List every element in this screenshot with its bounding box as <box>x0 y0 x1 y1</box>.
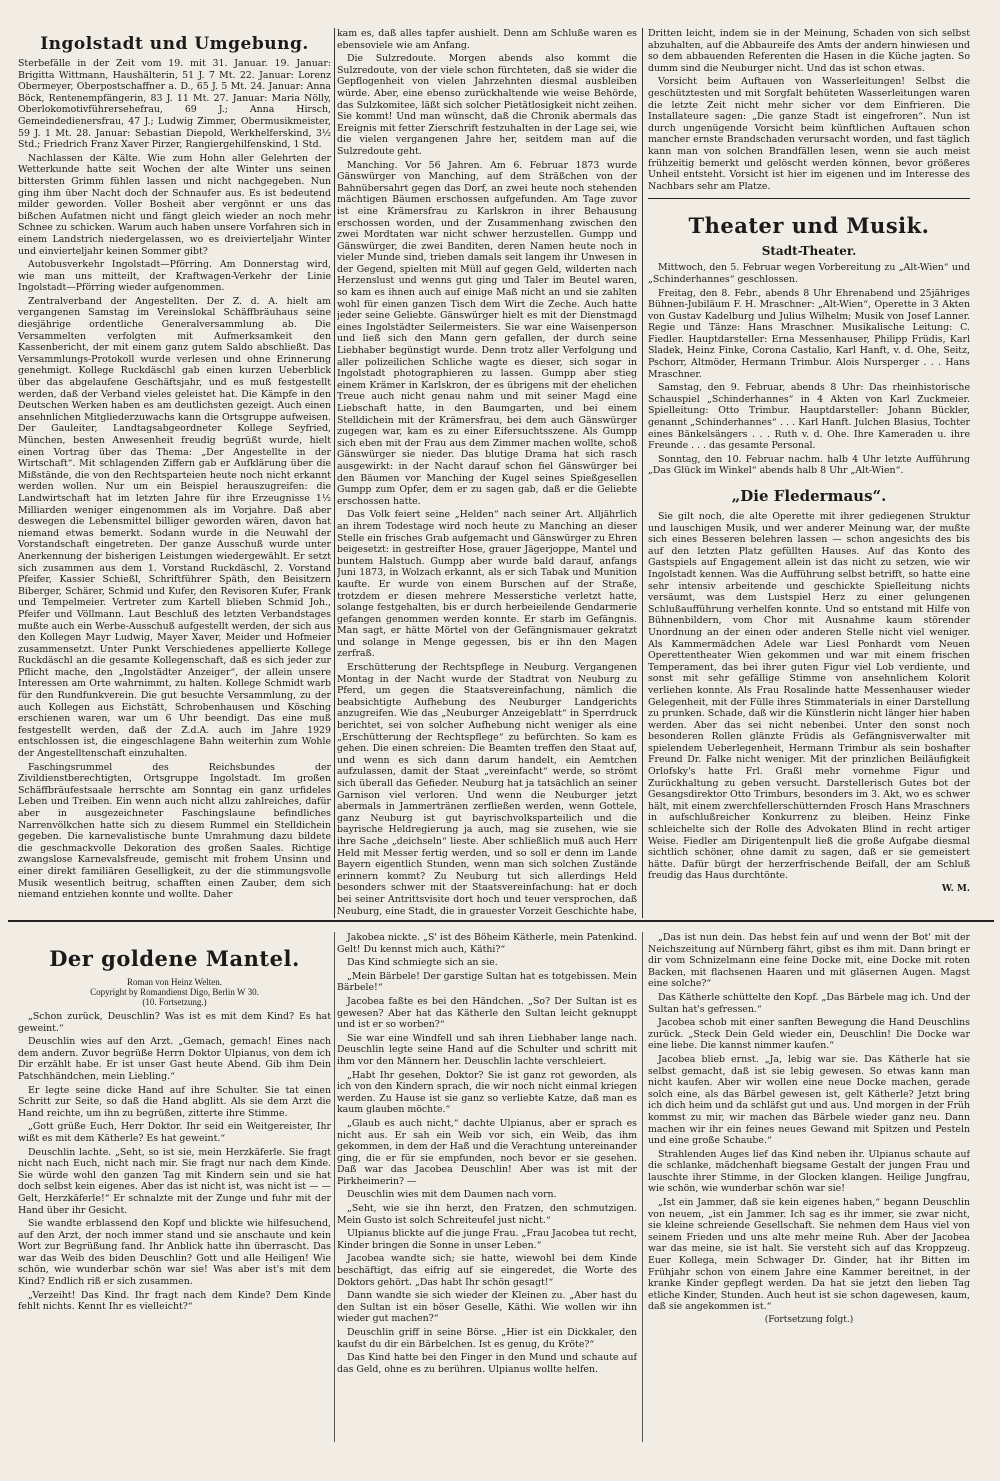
local-news-column-2 <box>337 28 637 918</box>
column-rule-4 <box>642 932 643 1442</box>
theater-saturday: Samstag, den 9. Februar, abends 8 Uhr: Das rheinhistorische Schauspiel „Schinderhannes“ in 4 Akten von Karl Zuckmeier. Spielleitung: Otto Trimbur. Hauptdarsteller: Johann Bückler, genannt „Schinderhannes“ . . . Karl Hanft. Julchen Blasius, Tochter eines Bänkelsängers . . . Ruth v. d. Ohe. Ihre Kameraden u. ihre Freunde . . . das gesamte Personal. <box>648 382 970 452</box>
article-carnival-cont: kam es, daß alles tapfer aushielt. Denn am Schluße waren es ebensoviele wie am Anfang. <box>337 28 637 51</box>
novel-paragraph: Sie wandte erblassend den Kopf und blickte wie hilfesuchend, auf den Arzt, der noch immer stand und sie anschaute und kein Wort zur Begrüßung fand. Ihr Anblick hatte ihn überrascht. Das war das Weib des biden Deuschlin? Gott und alle Heiligen! Wie schön, wie wunderbar schön war sie! Was aber ist's mit dem Kind? Endlich riß er sich zusammen. <box>18 1218 331 1288</box>
novel-paragraph: Er legte seine dicke Hand auf ihre Schulter. Sie tat einen Schritt zur Seite, so daß die Hand abglitt. Als sie dem Arzt die Hand reichte, um ihn zu begrüßen, zitterte ihre Stimme. <box>18 1084 331 1119</box>
novel-paragraph: Deuschlin wies mit dem Daumen nach vorn. <box>347 1189 557 1201</box>
section-divider <box>648 198 970 199</box>
novel-paragraph: Das Kätherle schüttelte den Kopf. „Das Bärbele mag ich. Und der Sultan hat's gefressen.“ <box>648 991 970 1015</box>
article-manching: Manching. Vor 56 Jahren. Am 6. Februar 1873 wurde Gänswürger von Manching, auf dem Sträßchen von der Bahnübersahrt gegen das Dorf, an zwei heute noch stehenden mächtigen Bäumen erschossen aufgefunden. Am Tage zuvor ist eine Krämersfrau zu Karlskron in ihrer Behausung erschossen worden, und der Zusammenhang zwischen den zwei Mordtaten war nicht schwer herzustellen. Gumpp und Gänswürger, die zwei Banditen, deren Namen heute noch in vieler Munde sind, trieben damals seit langem ihr Unwesen in der Gegend, spielten mit Müll auf gegen Geld, wilderten nach Herzenslust und wenns gut ging und Taler im Beutel waren, so kam es ihnen auch auf einige Maß nicht an und sie zahlten wohl für einen ganzen Tisch dem Wirt die Zeche. Auch hatte jeder seine Geliebte. Gänswürger hielt es mit der Dienstmagd eines Ingolstädter Seilermeisters. Sie war eine Waisenperson und ließ sich den Mann gern gefallen, der durch seine Liebhaber begünstigt wurde. Denn trotz aller Verfolgung und aller polizeilichen Schliche wagte es dieser, sich sogar in Ingolstadt photographieren zu lassen. Gumpp aber stieg einem Krämer in Karlskron, der es übrigens mit der ehelichen Treue auch nicht genau nahm und mit seiner Magd eine Liebschaft hatte, in den Baumgarten, und bei einem Stelldichein mit der Krämersfrau, bei dem auch Gänswürger zugegen war, kam es zu einer Eifersuchtsszene. Als Gumpp sich eben mit der Frau aus dem Zimmer machen wollte, schoß Gänswürger sie nieder. Das blutige Drama hat sich rasch ausgewirkt: in der Nacht darauf schon fiel Gänswürger bei den Bäumen vor Manching der Kugel seines Spießgesellen Gumpp zum Opfer, dem er zu sagen gab, daß er die Geliebte erschossen hatte. <box>337 159 637 507</box>
novel-paragraph: Das Kind schmiegte sich an sie. <box>347 957 498 969</box>
review-signature: W. M. <box>941 884 970 894</box>
local-news-column <box>18 28 331 918</box>
novel-column-2 <box>337 932 637 1452</box>
article-carnival: Faschingsrummel des Reichsbundes der Zivildienstberechtigten, Ortsgruppe Ingolstadt. Im großen Schäffbräufestsaale herrschte am Sonntag ein ganz urfideles Leben und Treiben. Ein wenn auch nicht allzu zahlreiches, dafür aber in ausgezeichneter Faschingslaune befindliches Narrenvölkchen hatte sich zu diesem Rummel ein Stelldichein gegeben. Die karnevalistische bunte Umrahmung dazu bildete die geschmackvolle Dekoration des großen Saales. Richtige zwangslose Karnevalsfreude, gemischt mit frohem Unsinn und einer direkt familiären Geselligkeit, zu der die stimmungsvolle Musik wesentlich beitrug, schafften einen Zauber, dem sich niemand entziehen konnte und wollte. Daher <box>18 761 331 901</box>
novel-paragraph: „Verzeiht! Das Kind. Ihr fragt nach dem Kinde? Dem Kinde fehlt nichts. Kennt Ihr es vielleicht?“ <box>18 1289 331 1313</box>
fledermaus-heading: „Die Fledermaus“. <box>731 487 887 505</box>
novel-paragraph: Strahlenden Auges lief das Kind neben ihr. Ulpianus schaute auf die schlanke, mädchenhaft biegsame Gestalt der jungen Frau und lauschte ihrer Stimme, in der Glocken klangen. Heilige Jungfrau, wie schön, wie wunderbar schön war sie! <box>648 1148 970 1195</box>
novel-column-1 <box>18 932 331 1452</box>
novel-paragraph: „Glaub es auch nicht,“ dachte Ulpianus, aber er sprach es nicht aus. Er sah ein Weib vor sich, ein Weib, das ihm gekommen, in dem der Haß und die Verachtung untereinander ging, die er für sie empfunden, noch bevor er sie gesehen. Daß war das Jacobea Deuschlin! Aber was ist mit der Pirkheimerin? — <box>337 1117 637 1187</box>
novel-paragraph: Jacobea faßte es bei den Händchen. „So? Der Sultan ist es gewesen? Aber hat das Kätherle den Sultan leicht geknuppt und ist er so worben?“ <box>337 995 637 1031</box>
novel-paragraph: Jacobea schob mit einer sanften Bewegung die Hand Deuschlins zurück. „Steck Dein Geld wieder ein, Deuschlin! Die Docke war eine liebe. Die kannst nimmer kaufen.“ <box>648 1017 970 1052</box>
novel-installment: (10. Fortsetzung.) <box>142 997 207 1007</box>
section-heading: Ingolstadt und Umgebung. <box>40 34 309 54</box>
novel-paragraph: „Schon zurück, Deuschlin? Was ist es mit dem Kind? Es hat geweint.“ <box>18 1011 331 1034</box>
novel-title: Der goldene Mantel. <box>49 946 300 971</box>
theater-sunday: Sonntag, den 10. Februar nachm. halb 4 Uhr letzte Aufführung „Das Glück im Winkel“ abends halb 8 Uhr „Alt-Wien“. <box>648 453 970 477</box>
feuilleton-divider <box>8 920 994 922</box>
novel-column-3 <box>648 932 970 1452</box>
novel-paragraph: „Habt Ihr gesehen, Doktor? Sie ist ganz rot geworden, als ich von den Kindern sprach, die wir noch nicht einmal kriegen werden. Zu Hause ist sie ganz so verliebte Katze, daß man es kaum glauben möchte.“ <box>337 1069 637 1116</box>
theater-friday: Freitag, den 8. Febr., abends 8 Uhr Ehrenabend und 25jähriges Bühnen-Jubiläum F. H. Mraschner: „Alt-Wien“, Operette in 3 Akten von Gustav Kadelburg und Julius Wilhelm; Musik von Josef Lanner. Regie und Tänze: Hans Mraschner. Musikalische Leitung: C. Fiedler. Hauptdarsteller: Erna Messenhauser, Philipp Früdis, Karl Sladek, Heinz Finke, Corona Castalio, Karl Hanft, v. d. Ohe, Seitz, Pschorr, Altmöder, Hermann Trimbur. Alois Nursperger . . . Hans Mraschner. <box>648 287 970 380</box>
novel-paragraph: „Seht, wie sie ihn herzt, den Fratzen, den schmutzigen. Mein Gusto ist solch Schreiteufel just nicht.“ <box>337 1203 637 1226</box>
article-sulzredoute: Die Sulzredoute. Morgen abends also kommt die Sulzredoute, von der viele schon fürchteten, daß sie wider die Gepflogenheit von vielen Jahrzehnten diesmal ausbleiben würde. Aber, eine ebenso zurückhaltende wie weise Behörde, das Sulzkomitee, läßt sich solcher Pietätlosigkeit nicht zeihen. Sie kommt! Und man wünscht, daß die Chronik abermals das Ereignis mit fetter Zierschrift festzuhalten in der Lage sei, wie die vielen vergangenen Jahre her, seitdem man auf die Sulzredoute geht. <box>337 53 637 157</box>
novel-byline: Roman von Heinz Welten. <box>126 977 223 987</box>
column-rule-2 <box>642 28 643 918</box>
theater-wednesday: Mittwoch, den 5. Februar wegen Vorbereitung zu „Alt-Wien“ und „Schinderhannes“ geschlossen. <box>648 262 970 285</box>
novel-paragraph: Das Kind hatte bei den Finger in den Mund und schaute auf das Geld, ohne es zu berühren. Ulpianus wollte helfen. <box>337 1352 637 1375</box>
novel-paragraph: „Gott grüße Euch, Herr Doktor. Ihr seid ein Weitgereister, Ihr wißt es mit dem Kätherle? Es hat geweint.“ <box>18 1121 331 1144</box>
novel-paragraph: Sie war eine Windfell und sah ihren Liebhaber lange nach. Deuschlin legte seine Hand auf die Schulter und schritt mit ihm vor den Männern her. Deuschlin lachte verschleiert. <box>337 1032 637 1067</box>
novel-copyright: Copyright by Romandienst Digo, Berlin W 30. <box>90 987 259 997</box>
novel-paragraph: „Ist ein Jammer, daß sie kein eigenes haben,“ begann Deuschlin von neuem, „ist ein Jammer. Ich sag es ihr immer, sie zwar nicht, sie kleine schreiende Gesellschaft. Sie nehmen dem Haus viel von seinem Frieden und uns alte mehr meine Ruh. Aber der Jacobea war das meine, sie ist halt. Sie versteht sich auf das Kroppzeug. Euer Kollega, mein Schwager Dr. Ginder, hat ihr Bitten im Frühjahr schon von einem Jahre eine Kammer bereitnet, in der kranke Kinder gepflegt werden. Da hat sie jetzt den lieben Tag etliche Kinder, Stunden. Auch heut ist sie schon dagewesen, kaum, daß sie angekommen ist.“ <box>648 1197 970 1313</box>
article-union: Zentralverband der Angestellten. Der Z. d. A. hielt am vergangenen Samstag im Vereinslokal Schäffbräuhaus seine diesjährige ordentliche Generalversammlung ab. Die Versammelten verfolgten mit Aufmerksamkeit den Kassenbericht, der mit einem ganz gutem Saldo abschließt. Das Versammlungs-Protokoll wurde verlesen und ohne Erinnerung genehmigt. Kollege Ruckdäschl gab einen kurzen Ueberblick über das abgelaufene Geschäftsjahr, und es muß festgestellt werden, daß der Verband vieles geleistet hat. Die Kämpfe in den Deutschen Werken haben es am deutlichsten gezeigt. Auch einen ansehnlichen Mitgliederzuwachs kann die Ortsgruppe aufweisen. Der Gauleiter, Landtagsabgeordneter Kollege Seyfried, München, besten Anwesenheit freudig begrüßt wurde, hielt einen Vortrag über das Thema: „Der Angestellte in der Wirtschaft“. Mit schlagenden Ziffern gab er Aufklärung über die Mißstände, die von den Rechtsparteien heute noch nicht erkannt werden wollen. Nur um ein Beispiel herauszugreifen: die Landwirtschaft hat im letzten Jahre für ihre Erzeugnisse 1½ Milliarden weniger eingenommen als im Vorjahre. Daß aber deswegen die Lebensmittel billiger geworden wären, davon hat niemand etwas bemerkt. Sodann wurde in die Neuwahl der Vorstandschaft eingetreten. Der ganze Ausschuß wurde unter Anerkennung der bisherigen Leistungen wiedergewählt. Er setzt sich zusammen aus dem 1. Vorstand Ruckdäschl, 2. Vorstand Pfeifer, Kassier Schießl, Schriftführer Späth, den Beisitzern Biberger, Schärer, Schmid und Kufer, den Revisoren Kufer, Frank und Tempelmeier. Vertreter zum Kartell blieben Schmid Joh., Pfeifer und Völlmann. Laut Beschluß des letzten Verbandstages mußte auch ein Werbe-Ausschuß aufgestellt werden, der sich aus den Kollegen Mayr Ludwig, Mayer Xaver, Meider und Hofmeier zusammensetzt. Unter Punkt Verschiedenes appellierte Kollege Ruckdäschl an die gesamte Kollegenschaft, daß es sich jeder zur Pflicht mache, den „Ingolstädter Anzeiger“, der allein unsere Interessen am Orte wahrnimmt, zu halten. Kollege Schmidt warb für den Rundfunkverein. Die gut besuchte Versammlung, zu der auch Kollegen aus Eichstätt, Schrobenhausen und Kösching erschienen waren, war um 6 Uhr beendigt. Das eine muß festgestellt werden, daß der Z.d.A. auch im Jahre 1929 entschlossen ist, die eingeschlagene Bahn weiterhin zum Wohle der Angestelltenschaft einzuhalten. <box>18 295 331 760</box>
stadt-theater-heading: Stadt-Theater. <box>761 244 857 259</box>
novel-paragraph: Jacobea wandte sich; sie hatte, wiewohl bei dem Kinde beschäftigt, das eifrig auf sie eingeredet, die Worte des Doktors gehört. „Das habt Ihr schön gesagt!“ <box>337 1253 637 1288</box>
article-deaths: Sterbefälle in der Zeit vom 19. mit 31. Januar. 19. Januar: Brigitta Wittmann, Haushälterin, 51 J. 7 Mt. 22. Januar: Lorenz Obermeyer, Oberpostschaffner a. D., 65 J. 5 Mt. 24. Januar: Anna Böck, Rentenempfängerin, 83 J. 11 Mt. 27. Januar: Maria Nölly, Oberlokomotivführersehefrau, 69 J.; Anna Hirsch, Gemeindedienersfrau, 47 J.; Ludwig Zimmer, Obermusikmeister, 59 J. 1 Mt. 28. Januar: Sebastian Diepold, Werkhelferskind, 3½ Std.; Friedrich Franz Xaver Pirzer, Rangiergehilfenskind, 1 Std. <box>18 58 331 151</box>
column-rule-3 <box>334 932 335 1442</box>
article-bus: Autobusverkehr Ingolstadt—Pförring. Am Donnerstag wird, wie man uns mitteilt, der Kraftwagen-Verkehr der Linie Ingolstadt—Pförring wieder aufgenommen. <box>18 259 331 294</box>
theater-heading: Theater und Musik. <box>688 213 930 239</box>
novel-paragraph: Deuschlin griff in seine Börse. „Hier ist ein Dickkaler, den kaufst du dir ein Bärbelchen. Ist es genug, du Kröte?“ <box>337 1327 637 1350</box>
article-manching-2: Das Volk feiert seine „Helden“ nach seiner Art. Alljährlich an ihrem Todestage wird noch heute zu Manching an dieser Stelle ein frisches Grab aufgemacht und Gänswürger zu Ehren beigesetzt: in gestreifter Hose, grauer Jägerjoppe, Mantel und buntem Halstuch. Gumpp aber wurde bald darauf, anfangs Juni 1873, in Wolzach erkannt, als er sich Tabak und Munition kaufte. Er wurde von einem Burschen auf der Straße, trotzdem er diesen mehrere Messerstiche verletzt hatte, solange festgehalten, bis er durch herbeieilende Gendarmerie gefangen genommen werden konnte. Er starb im Gefängnis. Man sagt, er hätte Mörtel von der Gefängnismauer gekratzt und solange in Menge gegessen, bis er ihn den Magen zerfraß. <box>337 509 637 660</box>
article-neuburg: Erschütterung der Rechtspflege in Neuburg. Vergangenen Montag in der Nacht wurde der Stadtrat von Neuburg zu Pferd, um gegen die Staatsvereinfachung, nämlich die beabsichtigte Aufhebung des Neuburger Landgerichts anzugreifen. Wie das „Neuburger Anzeigeblatt“ in Sperrdruck berichtet, sei von solcher Aufhebung nicht weniger als eine „Erschütterung der Rechtspflege“ zu befürchten. So kam es gehen. Die einen schreien: Die Beamten treffen den Staat auf, und wenn es sich dann darum handelt, ein Aemtchen aufzulassen, damit der Staat „vereinfacht“ werde, so strömt sich überall das Gefieder. Neuburg hat ja tatsächlich an seiner Garnison viel verloren. Und wenn die Neuburger jetzt abermals in Jammertränen zerfließen werden, wenn Gottele, ganz Neuburg ist gut bayrischvolksparteilich und die bayrische Heldregierung ja auch, mag sie zusehen, wie sie ihre Sache „deichseln“ lieste. Aber schließlich muß auch Herr Held mit Messer fertig werden, und so soll er denn im Lande Bayern eigentlich Stunden, wenn man sich solchen Zustände erinnern kommt? Zu Neuburg tut sich allerdings Held besonders schwer mit der Staatsvereinfachung: hat er doch bei seiner Antrittsvisite dort hoch und teuer versprochen, daß Neuburg, eine Stadt, die in grauester Vorzeit Geschichte habe, <box>337 662 637 917</box>
novel-paragraph: Ulpianus blickte auf die junge Frau. „Frau Jacobea tut recht, Kinder bringen die Sonne in unser Leben.“ <box>337 1228 637 1251</box>
novel-paragraph: Deuschlin lachte. „Seht, so ist sie, mein Herzkäferle. Sie fragt nicht nach Euch, nicht nach mir. Sie fragt nur nach dem Kinde. Sie würde wohl den ganzen Tag mit Kindern sein und sie hat doch selbst kein eigenes. Aber das ist nicht ist, was nicht ist — — Gelt, Herzkäferle!“ Er schnalzte mit der Zunge und fuhr mit der Hand über ihr Gesicht. <box>18 1146 331 1216</box>
article-neuburg-cont: Dritten leicht, indem sie in der Meinung, Schaden von sich selbst abzuhalten, auf die Abbaureife des Amts der andern hinwiesen und so dem abbauenden Referenten die Hasen in die Küche jagten. So dumm sind die Neuburger nicht. Und das ist schon etwas. <box>648 28 970 74</box>
fledermaus-review: Sie gilt noch, die alte Operette mit ihrer gediegenen Struktur und lauschigen Musik, und wer anderer Meinung war, der mußte sich eines Besseren belehren lassen — schon angesichts des bis auf den letzten Platz gefüllten Hauses. Auf das Konto des Gastspiels auf Engagement allein ist das nicht zu setzen, wie wir Ingolstadt kennen. Was die Aufführung selbst betrifft, so hatte eine sehr intensiv arbeitende und geschickte Spielleitung nichts versäumt, was dem Lustspiel Herz zu einer gelungenen Schlußaufführung verhelfen konnte. Und so entstand mit Hilfe von Bühnenbildern, vom Chor mit Ausnahme kaum störender Unordnung an der einen oder anderen Stelle nicht viel weniger. Als Kammermädchen Adele war Liesl Ponhardt vom Neuen Operettentheater Wien gekommen und war mit einem frischen Temperament, das bei ihrer guten Figur viel Lob verdiente, und sonst mit sehr gefällige Stimme von ansehnlichem Kolorit verliehen konnte. Als Frau Rosalinde hatte Messenhauser wieder Gelegenheit, mit der Fülle ihres Stimmaterials in einer Darstellung zu prunken. Schade, daß wir die Künstlerin nicht länger hier haben werden. Aber das sei nicht nebenbei. Unter den sonst noch besonderen Rollen glänzte Früdis als Gefängnisverwalter mit spielendem Ueberlegenheit, Hermann Trimbur als sein boshafter Freund Dr. Falke nicht weniger. Mit der prinzlichen Beiläufigkeit Orlofsky's hatte Frl. Graßl mehr vornehme Figur und Zurückhaltung zu geben versucht. Darstellerisch Gutes bot der Gesangsdirektor Otto Trimburs, besonders im 3. Akt, wo es schwer hält, mit einem zwerchfellerschütternden Frosch Hans Mraschners in aufschlußreicher Konkurrenz zu bleiben. Heinz Finke schleichelte sich der Rolle des Advokaten Blind in recht artiger Weise. Fiedler am Dirigentenpult ließ die große Aufgabe diesmal sichtlich schöner, ohne damit zu sagen, daß er sie gemeistert hätte. Dafür bürgt der herzerfrischende Beifall, der am Schluß freudig das Haus durchtönte. <box>648 511 970 882</box>
novel-paragraph: Dann wandte sie sich wieder der Kleinen zu. „Aber hast du den Sultan ist ein böser Geselle, Käthi. Wie wollen wir ihn wieder gut machen?“ <box>337 1290 637 1325</box>
novel-paragraph: „Mein Bärbele! Der garstige Sultan hat es totgebissen. Mein Bärbele!“ <box>337 970 637 994</box>
novel-paragraph: Jacobea blieb ernst. „Ja, lebig war sie. Das Kätherle hat sie selbst gemacht, daß ist sie lebig gewesen. So etwas kann man nicht kaufen. Aber wir wollen eine neue Docke machen, gerade solch eine, als das Bärbel gewesen ist, gelt Kätherle? Jetzt bring ich dich heim und da schläfst gut und aus. Und morgen in der Früh kommst zu mir, wir machen das Bärbele wieder ganz neu. Dann machen wir ihr ein feines neues Gewand mit Spitzen und Pesteln und eine große Schaube.“ <box>648 1053 970 1147</box>
article-water-pipes: Vorsicht beim Auftauen von Wasserleitungen! Selbst die geschütztesten und mit Sorgfalt behüteten Wasserleitungen waren die letzte Zeit nicht mehr sicher vor dem Einfrieren. Die Installateure sagen: „Die ganze Stadt ist eingefroren“. Nun ist durch ungenügende Vorsicht beim künftlichen Auftauen schon mancher ernste Brandschaden verursacht worden, und fast täglich kann man von solchen Brandfällen lesen, wenn sie auch meist frühzeitig bemerkt und gelöscht werden können, bevor größeres Unheil entsteht. Vorsicht ist hier im eigenen und im Interesse des Nachbars sehr am Platze. <box>648 76 970 192</box>
article-weather: Nachlassen der Kälte. Wie zum Hohn aller Gelehrten der Wetterkunde hatte seit Wochen der alte Winter uns seinen bittersten Grimm fühlen lassen und nicht nachgegeben. Nun ging ihm über Nacht doch der Schnaufer aus. Es ist bedeutend milder geworden. Voller Bosheit aber vergönnt er uns das bißchen Aufatmen nicht und fängt gleich wieder an noch mehr Schnee zu schicken. Warum auch haben unsere Vorfahren sich in einem Landstrich niedergelassen, wo es dreivierteljahr Winter und einvierteljahr keinen Sommer gibt? <box>18 152 331 257</box>
continued-note: (Fortsetzung folgt.) <box>764 1315 854 1325</box>
novel-paragraph: „Das ist nun dein. Das hebst fein auf und wenn der Bot' mit der Neichszeitung auf Nürnberg fährt, gibst es ihm mit. Dann bringt er dir vom Schnizelmann eine feine Docke mit, eine Docke mit roten Backen, mit flachsenen Haaren und mit gläsernen Augen. Magst eine solche?“ <box>648 932 970 990</box>
local-news-column-3 <box>648 28 970 918</box>
column-rule-1 <box>334 28 335 918</box>
novel-paragraph: Jakobea nickte. „S' ist des Böheim Kätherle, mein Patenkind. Gelt! Du kennst mich auch, Käthi?“ <box>337 932 637 955</box>
novel-paragraph: Deuschlin wies auf den Arzt. „Gemach, gemach! Eines nach dem andern. Zuvor begrüße Herrn Doktor Ulpianus, von dem ich Dir erzählt habe. Er ist unser Gast heute Abend. Gib ihm Dein Patschhändchen, mein Liebling.“ <box>18 1036 331 1082</box>
